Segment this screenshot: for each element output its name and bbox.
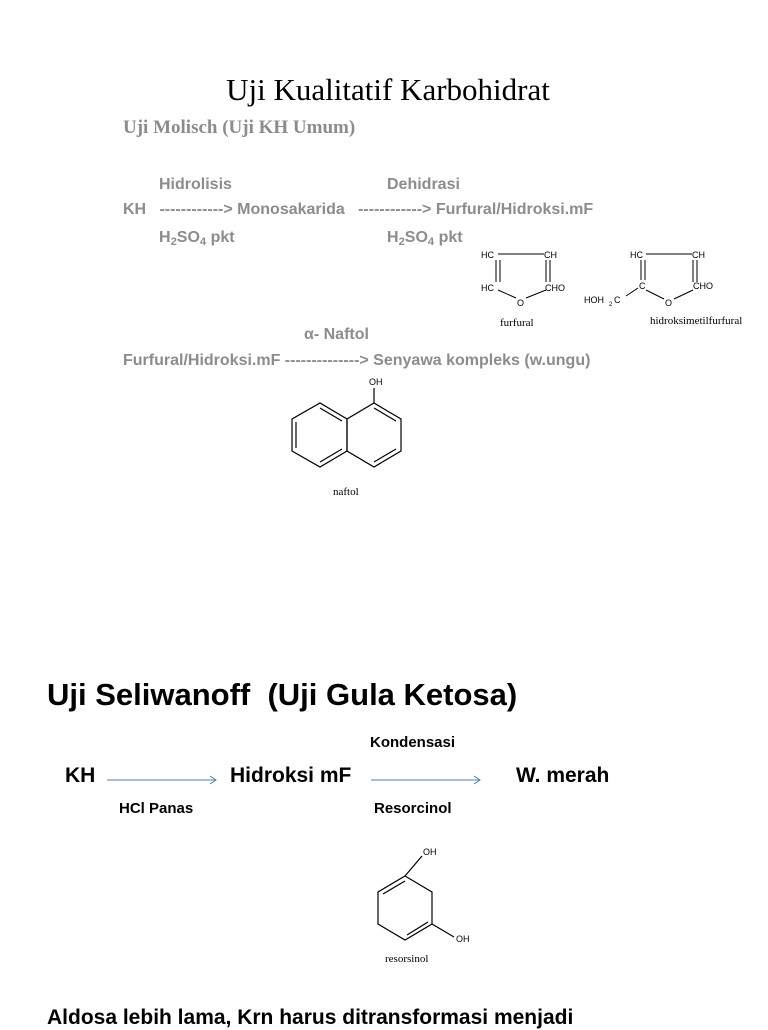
h2so4-left-suffix: pkt [206, 229, 235, 246]
hmf-atom-hoh-sub: 2 [609, 302, 613, 308]
seliwanoff-title: Uji Seliwanoff (Uji Gula Ketosa) [47, 677, 518, 712]
molisch-subtitle: Uji Molisch (Uji KH Umum) [123, 117, 356, 138]
naftol-atom-oh: OH [369, 377, 383, 387]
h2so4-right-mid: SO [404, 229, 428, 246]
h2so4-left-mid: SO [176, 229, 200, 246]
h2so4-right-sub1: 2 [398, 235, 405, 248]
label-alpha-naftol: α- Naftol [304, 326, 369, 343]
molisch-reaction-line-2: Furfural/Hidroksi.mF --------------> Senyawa kompleks (w.ungu) [123, 352, 591, 369]
furfural-structure [476, 244, 576, 314]
hmf-structure [580, 244, 720, 314]
intermediate-hidroksi-mf: Hidroksi mF [230, 764, 352, 787]
reaction-arrow-1 [106, 774, 220, 786]
footer-text: Aldosa lebih lama, Krn harus ditransformasi menjadi [47, 1006, 574, 1029]
label-h2so4-left [159, 229, 235, 248]
label-h2so4-right [387, 229, 463, 248]
hmf-atom-hoh: HOH [584, 295, 604, 305]
h2so4-left-sub1: 2 [170, 235, 177, 248]
furfural-caption: furfural [500, 317, 534, 329]
resorsinol-structure [370, 842, 480, 950]
label-dehidrasi: Dehidrasi [387, 176, 460, 193]
product-w-merah: W. merah [516, 764, 610, 787]
slide-title: Uji Kualitatif Karbohidrat [226, 72, 550, 107]
label-hcl-panas: HCl Panas [119, 800, 194, 817]
hmf-atom-o: O [665, 298, 673, 308]
resorsinol-atom-oh-bottom: OH [456, 934, 470, 944]
hmf-atom-cho: CHO [693, 281, 713, 291]
h2so4-right-suffix: pkt [434, 229, 463, 246]
hmf-atom-ch-top: CH [692, 250, 705, 260]
h2so4-left-sub2: 4 [199, 235, 207, 248]
naftol-caption: naftol [333, 486, 359, 498]
furfural-atom-hc-top: HC [481, 250, 494, 260]
h2so4-right-sub2: 4 [427, 235, 435, 248]
furfural-atom-cho: CHO [545, 283, 565, 293]
furfural-atom-o: O [517, 298, 525, 308]
resorsinol-caption: resorsinol [385, 953, 429, 965]
naftol-structure [280, 374, 420, 484]
hmf-atom-hoh-c: C [614, 295, 621, 305]
furfural-atom-ch-top: CH [544, 250, 557, 260]
molisch-reaction-line: KH ------------> Monosakarida ------------> Furfural/Hidroksi.mF [123, 201, 594, 218]
reaction-arrow-2 [370, 774, 484, 786]
hmf-atom-c: C [639, 281, 646, 291]
h2so4-left-prefix: H [159, 229, 171, 246]
hmf-caption: hidroksimetilfurfural [650, 315, 743, 327]
reactant-kh: KH [65, 764, 96, 787]
label-hidrolisis: Hidrolisis [159, 176, 232, 193]
h2so4-right-prefix: H [387, 229, 399, 246]
resorsinol-atom-oh-top: OH [423, 847, 437, 857]
hmf-atom-hc-top: HC [630, 250, 643, 260]
label-kondensasi: Kondensasi [370, 734, 456, 751]
label-resorcinol: Resorcinol [374, 800, 452, 817]
furfural-atom-hc-bottom: HC [481, 283, 494, 293]
